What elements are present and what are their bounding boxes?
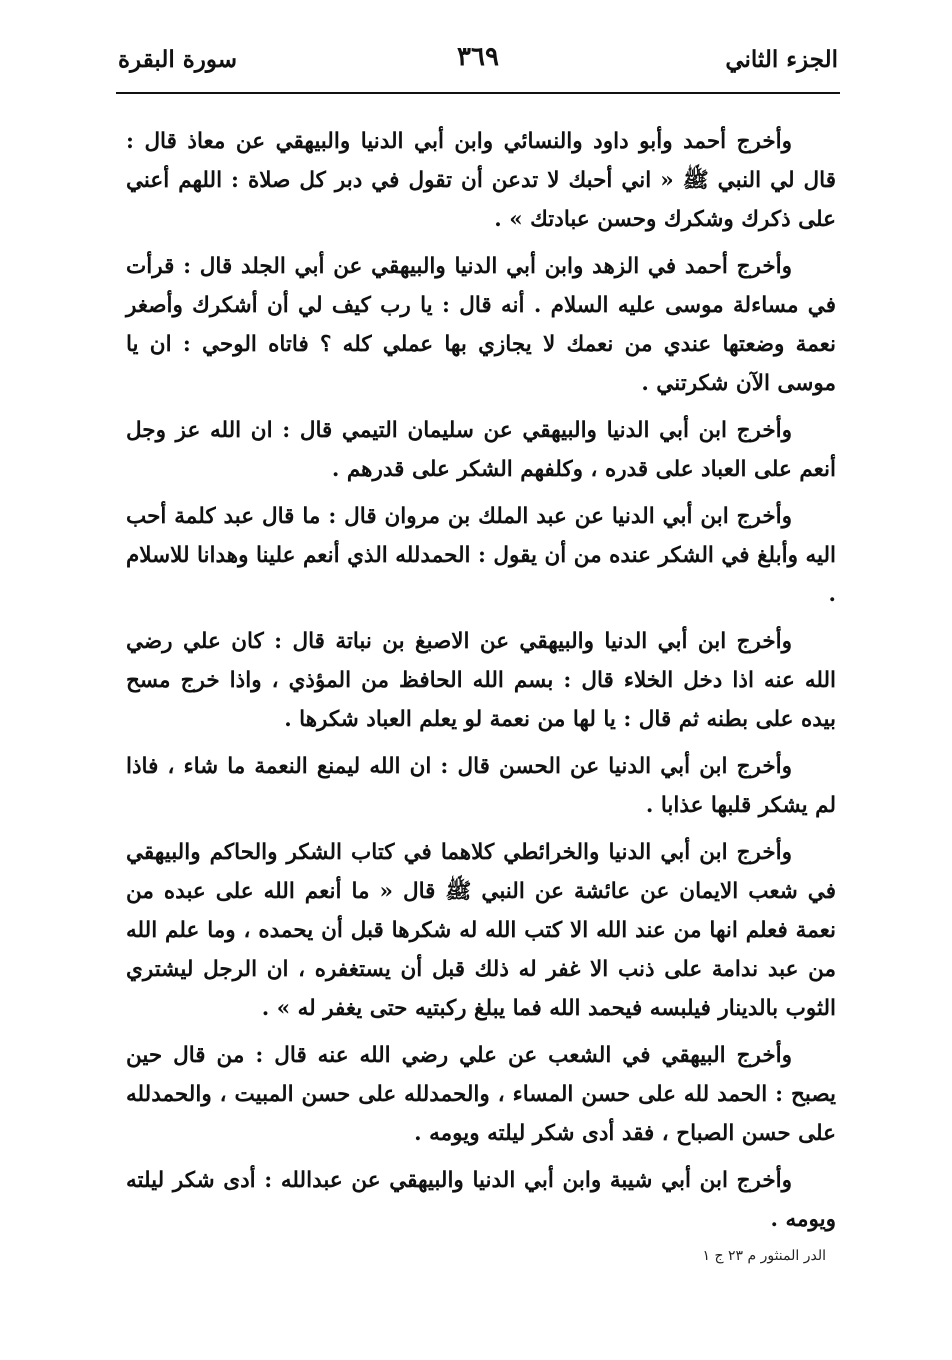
footnote: الدر المنثور م ٢٣ ج ١ (702, 1248, 826, 1264)
header-divider (116, 92, 840, 94)
paragraph: وأخرج ابن أبي الدنيا والبيهقي عن سليمان التيمي قال : ان الله عز وجل أنعم على العباد على قدره ، وكلفهم الشكر على قدرهم . (126, 418, 836, 482)
paragraph: وأخرج البيهقي في الشعب عن علي رضي الله عنه قال : من قال حين يصبح : الحمد لله على حسن المساء ، والحمدلله على حسن المبيت ، والحمدلله على حسن الصباح ، فقد أدى شكر ليلته ويومه . (126, 1043, 836, 1146)
surah-label: سورة البقرة (118, 46, 238, 73)
paragraph: وأخرج أحمد في الزهد وابن أبي الدنيا والبيهقي عن أبي الجلد قال : قرأت في مساءلة موسى عليه السلام . أنه قال : يا رب كيف لي أن أشكرك وأصغر نعمة وضعتها عندي من نعمك لا يجازي بها عملي كله ؟ فاتاه الوحي : ان يا موسى الآن شكرتني . (126, 254, 836, 396)
paragraph: وأخرج ابن أبي الدنيا عن الحسن قال : ان الله ليمنع النعمة ما شاء ، فاذا لم يشكر قلبها عذابا . (126, 754, 836, 818)
paragraph: وأخرج ابن أبي الدنيا والخرائطي كلاهما في كتاب الشكر والحاكم والبيهقي في شعب الايمان عن عائشة عن النبي ﷺ قال « ما أنعم الله على عبده من نعمة فعلم انها من عند الله الا كتب الله له شكرها قبل أن يحمده ، وما علم الله من عبد ندامة على ذنب الا غفر له ذلك قبل أن يستغفره ، ان الرجل ليشتري الثوب بالدينار فيلبسه فيحمد الله فما يبلغ ركبتيه حتى يغفر له » . (126, 840, 836, 1021)
paragraph: وأخرج ابن أبي الدنيا والبيهقي عن الاصبغ بن نباتة قال : كان علي رضي الله عنه اذا دخل الخلاء قال : بسم الله الحافظ من المؤذي ، واذا خرج مسح بيده على بطنه ثم قال : يا لها من نعمة لو يعلم العباد شكرها . (126, 629, 836, 732)
paragraph: وأخرج أحمد وأبو داود والنسائي وابن أبي الدنيا والبيهقي عن معاذ قال : قال لي النبي ﷺ « اني أحبك لا تدعن أن تقول في دبر كل صلاة : اللهم أعني على ذكرك وشكرك وحسن عبادتك » . (126, 129, 836, 232)
page-number: ٣٦٩ (457, 42, 499, 72)
part-label: الجزء الثاني (725, 46, 838, 73)
paragraph: وأخرج ابن أبي الدنيا عن عبد الملك بن مروان قال : ما قال عبد كلمة أحب اليه وأبلغ في الشكر عنده من أن يقول : الحمدلله الذي أنعم علينا وهدانا للاسلام . (125, 504, 836, 607)
page-body (126, 122, 836, 1247)
page-header (118, 40, 838, 84)
paragraph: وأخرج ابن أبي شيبة وابن أبي الدنيا والبيهقي عن عبدالله : أدى شكر ليلته ويومه . (126, 1168, 836, 1232)
